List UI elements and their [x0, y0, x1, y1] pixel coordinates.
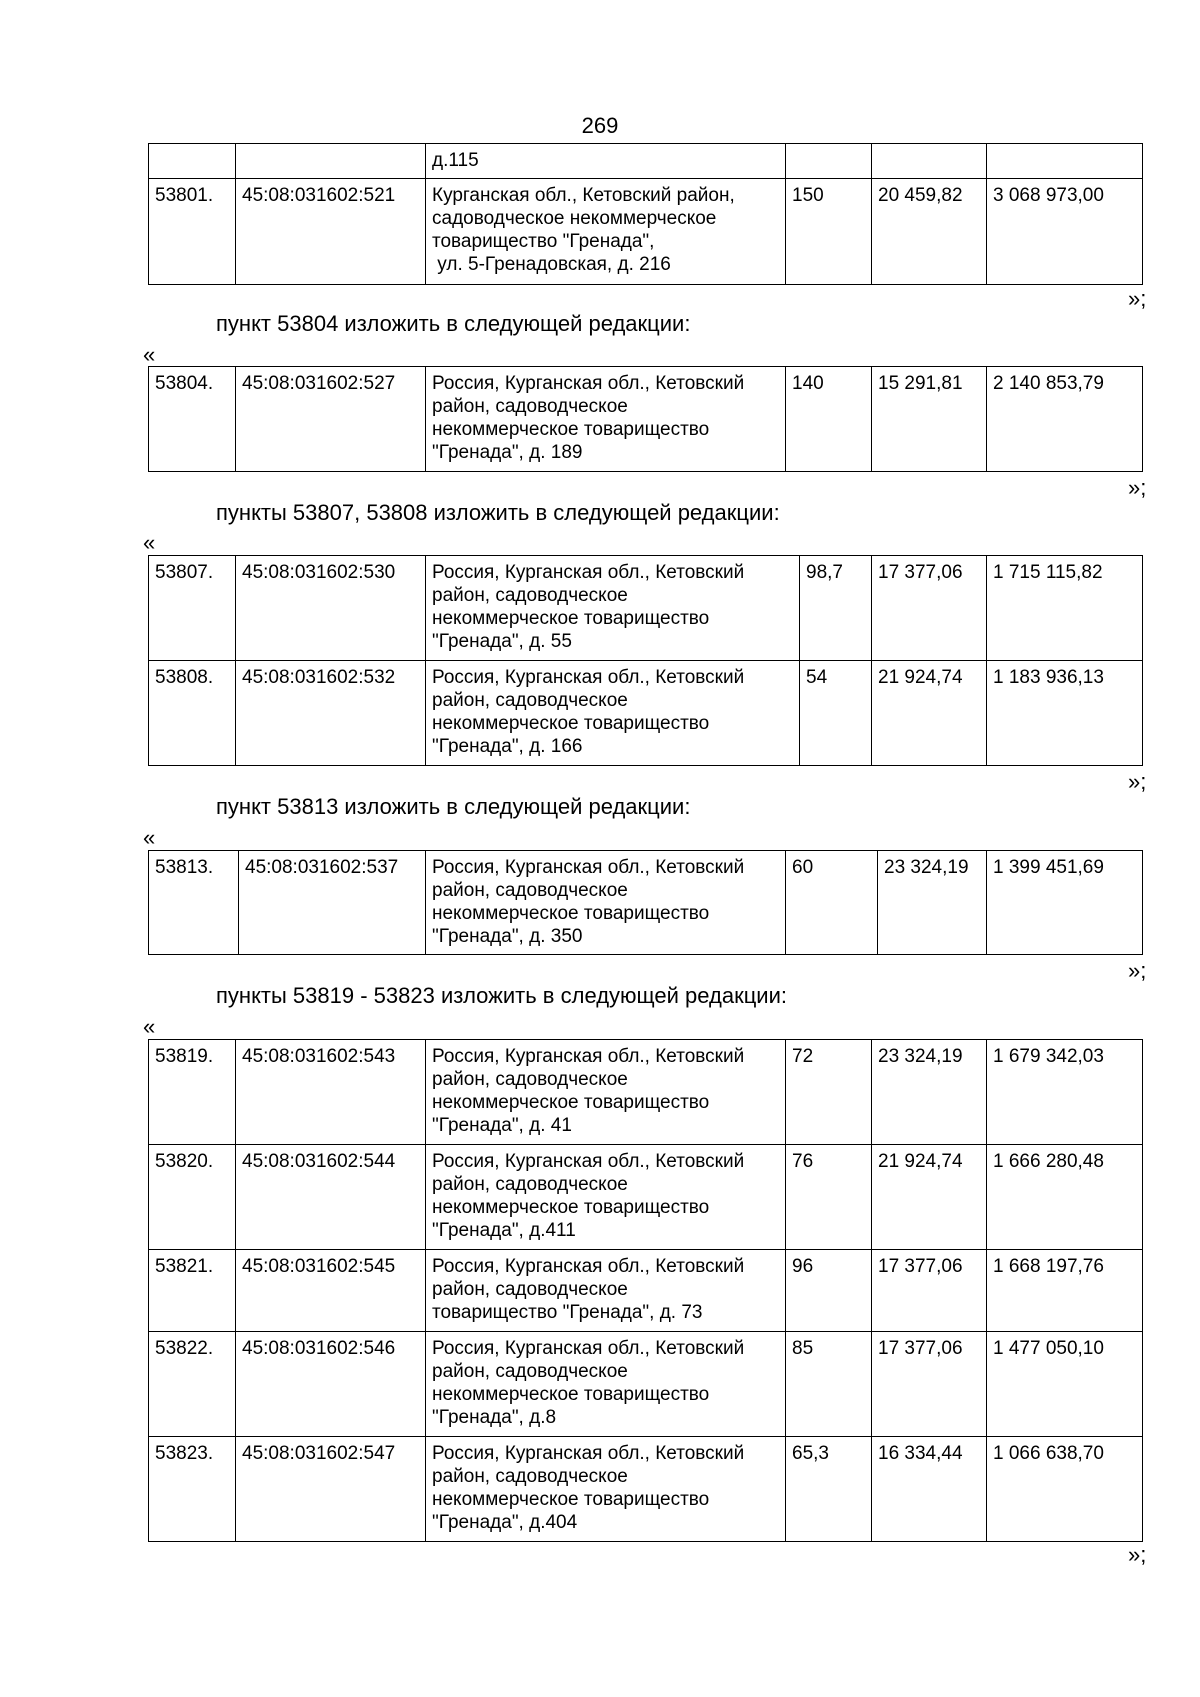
address: Россия, Курганская обл., Кетовский район, садоводческое некоммерческое товарищество "Гренада", д. 41 [426, 1040, 786, 1145]
cadastral-number: 45:08:031602:527 [236, 367, 426, 472]
cadastral-number: 45:08:031602:547 [236, 1437, 426, 1542]
address: Россия, Курганская обл., Кетовский район, садоводческое некоммерческое товарищество "Гренада", д.8 [426, 1332, 786, 1437]
address: Россия, Курганская обл., Кетовский район, садоводческое товарищество "Гренада", д. 73 [426, 1250, 786, 1332]
table-row [149, 144, 1143, 179]
area: 98,7 [800, 556, 872, 661]
price-per-unit: 21 924,74 [872, 1145, 987, 1250]
address: Россия, Курганская обл., Кетовский район, садоводческое некоммерческое товарищество "Гренада", д.411 [426, 1145, 786, 1250]
cadastral-number: 45:08:031602:544 [236, 1145, 426, 1250]
row-number: 53821. [149, 1250, 236, 1332]
cadastral-number: 45:08:031602:545 [236, 1250, 426, 1332]
price-per-unit: 17 377,06 [872, 1250, 987, 1332]
total-value: 1 183 936,13 [987, 661, 1143, 766]
cadastral-number: 45:08:031602:537 [239, 851, 426, 955]
registry-table-2 [148, 366, 1143, 472]
address: Россия, Курганская обл., Кетовский район, садоводческое некоммерческое товарищество "Гренада", д. 166 [426, 661, 800, 766]
price-per-unit: 15 291,81 [872, 367, 987, 472]
price-per-unit: 17 377,06 [872, 1332, 987, 1437]
table-row [149, 1145, 1143, 1250]
row-number: 53801. [149, 179, 236, 285]
area: 72 [786, 1040, 872, 1145]
price-per-unit: 17 377,06 [872, 556, 987, 661]
table-row [149, 1250, 1143, 1332]
price-per-unit: 20 459,82 [872, 179, 987, 285]
table-row [149, 1332, 1143, 1437]
area [786, 144, 872, 179]
table-row [149, 367, 1143, 472]
total-value: 1 399 451,69 [987, 851, 1143, 955]
instruction-text: пункты 53819 - 53823 изложить в следующей редакции: [216, 983, 788, 1008]
row-number [149, 144, 236, 179]
opening-quote: « [143, 825, 156, 850]
address: Россия, Курганская обл., Кетовский район, садоводческое некоммерческое товарищество "Гренада", д. 189 [426, 367, 786, 472]
price-per-unit [872, 144, 987, 179]
total-value: 2 140 853,79 [987, 367, 1143, 472]
opening-quote: « [143, 342, 156, 367]
row-number: 53823. [149, 1437, 236, 1542]
area: 96 [786, 1250, 872, 1332]
total-value: 3 068 973,00 [987, 179, 1143, 285]
table-row [149, 1437, 1143, 1542]
address: Россия, Курганская обл., Кетовский район, садоводческое некоммерческое товарищество "Гренада", д. 55 [426, 556, 800, 661]
closing-quote: »; [1128, 286, 1147, 311]
area: 65,3 [786, 1437, 872, 1542]
instruction-text: пункт 53804 изложить в следующей редакции: [216, 311, 691, 336]
cadastral-number: 45:08:031602:530 [236, 556, 426, 661]
address: Курганская обл., Кетовский район, садоводческое некоммерческое товарищество "Гренада", ул. 5-Гренадовская, д. 216 [426, 179, 786, 285]
total-value: 1 666 280,48 [987, 1145, 1143, 1250]
table-row [149, 661, 1143, 766]
row-number: 53820. [149, 1145, 236, 1250]
instruction-text: пункт 53813 изложить в следующей редакции: [216, 794, 691, 819]
cadastral-number: 45:08:031602:543 [236, 1040, 426, 1145]
cadastral-number: 45:08:031602:546 [236, 1332, 426, 1437]
price-per-unit: 23 324,19 [878, 851, 987, 955]
page-number: 269 [581, 113, 619, 138]
price-per-unit: 21 924,74 [872, 661, 987, 766]
total-value: 1 066 638,70 [987, 1437, 1143, 1542]
total-value: 1 477 050,10 [987, 1332, 1143, 1437]
registry-table-5 [148, 1039, 1143, 1542]
row-number: 53819. [149, 1040, 236, 1145]
table-row [149, 1040, 1143, 1145]
price-per-unit: 23 324,19 [872, 1040, 987, 1145]
cadastral-number [236, 144, 426, 179]
opening-quote: « [143, 1014, 156, 1039]
row-number: 53804. [149, 367, 236, 472]
total-value: 1 668 197,76 [987, 1250, 1143, 1332]
cadastral-number: 45:08:031602:521 [236, 179, 426, 285]
row-number: 53808. [149, 661, 236, 766]
total-value: 1 715 115,82 [987, 556, 1143, 661]
registry-table-3 [148, 555, 1143, 766]
closing-quote: »; [1128, 769, 1147, 794]
address: д.115 [426, 144, 786, 179]
opening-quote: « [143, 530, 156, 555]
address: Россия, Курганская обл., Кетовский район, садоводческое некоммерческое товарищество "Гренада", д.404 [426, 1437, 786, 1542]
area: 85 [786, 1332, 872, 1437]
total-value [987, 144, 1143, 179]
area: 140 [786, 367, 872, 472]
registry-table-1 [148, 143, 1143, 285]
instruction-text: пункты 53807, 53808 изложить в следующей редакции: [216, 500, 780, 525]
closing-quote: »; [1128, 475, 1147, 500]
closing-quote: »; [1128, 958, 1147, 983]
closing-quote: »; [1128, 1542, 1147, 1567]
row-number: 53822. [149, 1332, 236, 1437]
cadastral-number: 45:08:031602:532 [236, 661, 426, 766]
area: 60 [786, 851, 878, 955]
table-row [149, 179, 1143, 285]
area: 54 [800, 661, 872, 766]
row-number: 53813. [149, 851, 239, 955]
registry-table-4 [148, 850, 1143, 955]
total-value: 1 679 342,03 [987, 1040, 1143, 1145]
table-row [149, 556, 1143, 661]
table-row [149, 851, 1143, 955]
area: 150 [786, 179, 872, 285]
row-number: 53807. [149, 556, 236, 661]
address: Россия, Курганская обл., Кетовский район, садоводческое некоммерческое товарищество "Гренада", д. 350 [426, 851, 786, 955]
price-per-unit: 16 334,44 [872, 1437, 987, 1542]
area: 76 [786, 1145, 872, 1250]
